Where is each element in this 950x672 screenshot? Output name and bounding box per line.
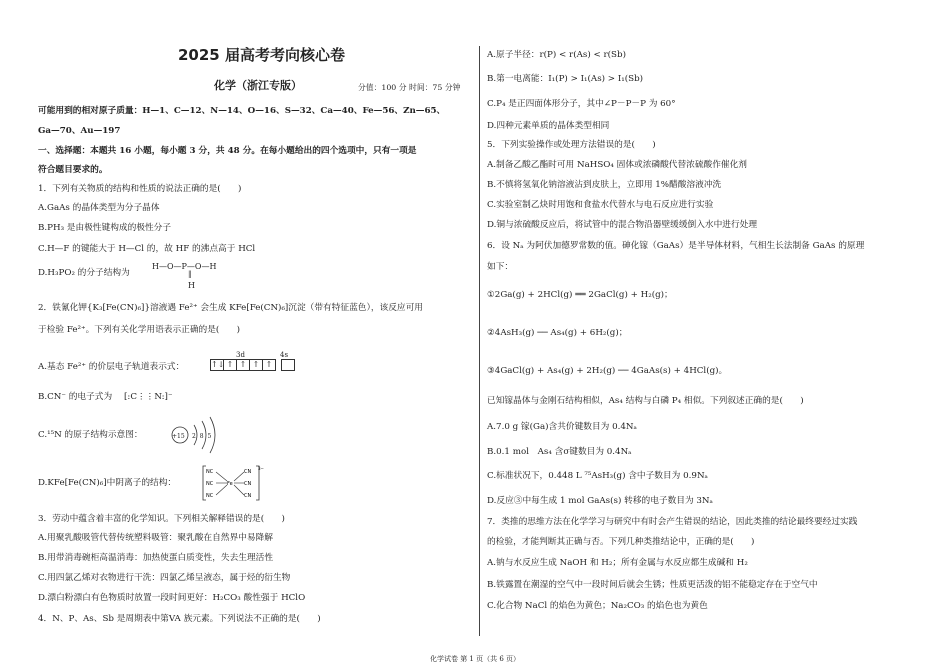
- atom-shell-electrons: 2 8 5: [192, 433, 213, 440]
- orbital-box-3: ↑: [236, 359, 250, 371]
- q6-reaction-2: ②4AsH₃(g) ── As₄(g) + 6H₂(g)；: [487, 328, 628, 338]
- q1-option-d: D.H₃PO₂ 的分子结构为: [38, 268, 130, 278]
- q4-stem: 4．N、P、As、Sb 是周期表中第VA 族元素。下列说法不正确的是( ): [38, 614, 321, 624]
- q3-option-a: A.用聚乳酸吸管代替传统塑料吸管：聚乳酸在自然界中易降解: [38, 533, 273, 543]
- svg-text:NC: NC: [206, 469, 214, 475]
- q1-d-formula-bottom: H: [188, 281, 195, 290]
- q1-option-b: B.PH₃ 是由极性键构成的极性分子: [38, 223, 172, 233]
- q2-option-c: C.¹⁵N 的原子结构示意图：: [38, 430, 143, 440]
- q6-stem-line1: 6．设 Nₐ 为阿伏加德罗常数的值。砷化镓（GaAs）是半导体材料，气相生长法制备 GaAs 的原理: [487, 241, 865, 251]
- q5-stem: 5．下列实验操作或处理方法错误的是( ): [487, 140, 656, 150]
- q7-stem-line2: 的检验，才能判断其正确与否。下列几种类推结论中，正确的是( ): [487, 537, 755, 547]
- q7-option-b: B.铁露置在潮湿的空气中一段时间后就会生锈；性质更活泼的铝不能稳定存在于空气中: [487, 580, 818, 590]
- q6-option-b: B.0.1 mol As₄ 含σ键数目为 0.4Nₐ: [487, 447, 632, 457]
- orbital-box-1: ↑↓: [211, 360, 225, 369]
- q1-option-c: C.H—F 的键能大于 H—Cl 的，故 HF 的沸点高于 HCl: [38, 244, 256, 254]
- svg-text:CN: CN: [244, 493, 252, 499]
- orbital-box-5: ↑: [262, 359, 276, 371]
- q1-d-formula-bond: ‖: [188, 270, 192, 278]
- q4-option-d: D.四种元素单质的晶体类型相同: [487, 121, 610, 131]
- score-time-info: 分值：100 分 时间：75 分钟: [358, 83, 461, 92]
- orbital-label-3d: 3d: [236, 351, 245, 359]
- orbital-box-2: ↑: [223, 359, 237, 371]
- orbital-diagram: [210, 359, 294, 378]
- q6-option-c: C.标准状况下，0.448 L ⁷⁵AsH₃(g) 含中子数目为 0.9Nₐ: [487, 471, 708, 481]
- atomic-masses-line1: 可能用到的相对原子质量：H—1、C—12、N—14、O—16、S—32、Ca—40、Fe—56、Zn—65、: [38, 106, 446, 116]
- q4-option-b: B.第一电离能：I₁(P) > I₁(As) > I₁(Sb): [487, 74, 644, 84]
- q2-stem-line2: 于检验 Fe²⁺。下列有关化学用语表示正确的是( ): [38, 325, 241, 335]
- q4-option-c: C.P₄ 是正四面体形分子，其中∠P－P－P 为 60°: [487, 99, 676, 109]
- q6-reaction-1: ①2Ga(g) + 2HCl(g) ══ 2GaCl(g) + H₂(g)；: [487, 290, 673, 300]
- page-title: 2025 届高考考向核心卷: [178, 46, 345, 64]
- q6-option-a: A.7.0 g 镓(Ga)含共价键数目为 0.4Nₐ: [487, 422, 637, 432]
- q2-b-formula: [:C⋮⋮N:]⁻: [124, 392, 173, 402]
- atomic-masses-line2: Ga—70、Au—197: [38, 126, 121, 136]
- svg-text:CN: CN: [244, 481, 252, 487]
- q2-stem-line1: 2．铁氰化钾{K₃[Fe(CN)₆]}溶液遇 Fe²⁺ 会生成 KFe[Fe(CN)₆]沉淀（带有特征蓝色），该反应可用: [38, 303, 423, 313]
- page-subtitle: 化学（浙江专版）: [214, 79, 302, 92]
- q6-reaction-3: ③4GaCl(g) + As₄(g) + 2H₂(g) ── 4GaAs(s) + 4HCl(g)。: [487, 366, 728, 376]
- q2-option-b: B.CN⁻ 的电子式为: [38, 392, 113, 402]
- column-divider: [479, 46, 480, 636]
- q5-option-b: B.不慎将氢氧化钠溶液沾到皮肤上，立即用 1%醋酸溶液冲洗: [487, 180, 722, 190]
- q6-option-d: D.反应③中每生成 1 mol GaAs(s) 转移的电子数目为 3Nₐ: [487, 496, 713, 506]
- q5-option-c: C.实验室制乙炔时用饱和食盐水代替水与电石反应进行实验: [487, 200, 714, 210]
- section1-intro-line2: 符合题目要求的。: [38, 165, 108, 175]
- q2-option-a: A.基态 Fe²⁺ 的价层电子轨道表示式：: [38, 362, 185, 372]
- atom-nucleus-charge: +15: [172, 433, 185, 440]
- q2-option-d: D.KFe[Fe(CN)₆]中阴离子的结构：: [38, 478, 177, 488]
- q6-note: 已知镓晶体与金刚石结构相似，As₄ 结构与白磷 P₄ 相似。下列叙述正确的是( ): [487, 396, 804, 406]
- q5-option-d: D.铜与浓硫酸反应后，将试管中的混合物沿器壁缓缓倒入水中进行处理: [487, 220, 758, 230]
- q1-stem: 1．下列有关物质的结构和性质的说法正确的是( ): [38, 184, 242, 194]
- orbital-label-4s: 4s: [280, 351, 289, 359]
- q3-option-c: C.用四氯乙烯对衣物进行干洗：四氯乙烯呈液态，属于烃的衍生物: [38, 573, 291, 583]
- svg-text:Fe: Fe: [227, 481, 233, 487]
- q7-option-c: C.化合物 NaCl 的焰色为黄色；Na₂CO₃ 的焰色也为黄色: [487, 601, 708, 611]
- q7-stem-line1: 7．类推的思维方法在化学学习与研究中有时会产生错误的结论，因此类推的结论最终要经过实践: [487, 517, 858, 527]
- orbital-box-4: ↑: [249, 359, 263, 371]
- q1-option-a: A.GaAs 的晶体类型为分子晶体: [38, 203, 160, 213]
- q6-stem-line2: 如下：: [487, 262, 514, 272]
- q3-option-d: D.漂白粉漂白有色物质时放置一段时间更好：H₂CO₃ 酸性强于 HClO: [38, 593, 306, 603]
- q7-option-a: A.钠与水反应生成 NaOH 和 H₂；所有金属与水反应都生成碱和 H₂: [487, 558, 748, 568]
- svg-text:NC: NC: [206, 493, 214, 499]
- q3-option-b: B.用带消毒碗柜高温消毒：加热使蛋白质变性，失去生理活性: [38, 553, 274, 563]
- q4-option-a: A.原子半径：r(P) < r(As) < r(Sb): [487, 50, 626, 60]
- section1-intro-line1: 一、选择题：本题共 16 小题，每小题 3 分，共 48 分。在每小题给出的四个选项中，只有一项是: [38, 146, 417, 156]
- svg-text:NC: NC: [206, 481, 214, 487]
- svg-text:CN: CN: [244, 469, 252, 475]
- q1-d-formula-top: H—O—P—O—H: [152, 262, 217, 271]
- q5-option-a: A.制备乙酸乙酯时可用 NaHSO₄ 固体或浓磷酸代替浓硫酸作催化剂: [487, 160, 747, 170]
- svg-text:3−: 3−: [258, 466, 264, 471]
- page-footer: 化学试卷 第 1 页（共 6 页）: [429, 655, 521, 663]
- q3-stem: 3．劳动中蕴含着丰富的化学知识。下列相关解释错误的是( ): [38, 514, 285, 524]
- orbital-box-4s: [281, 359, 295, 371]
- ferrocyanide-structure: [202, 464, 264, 502]
